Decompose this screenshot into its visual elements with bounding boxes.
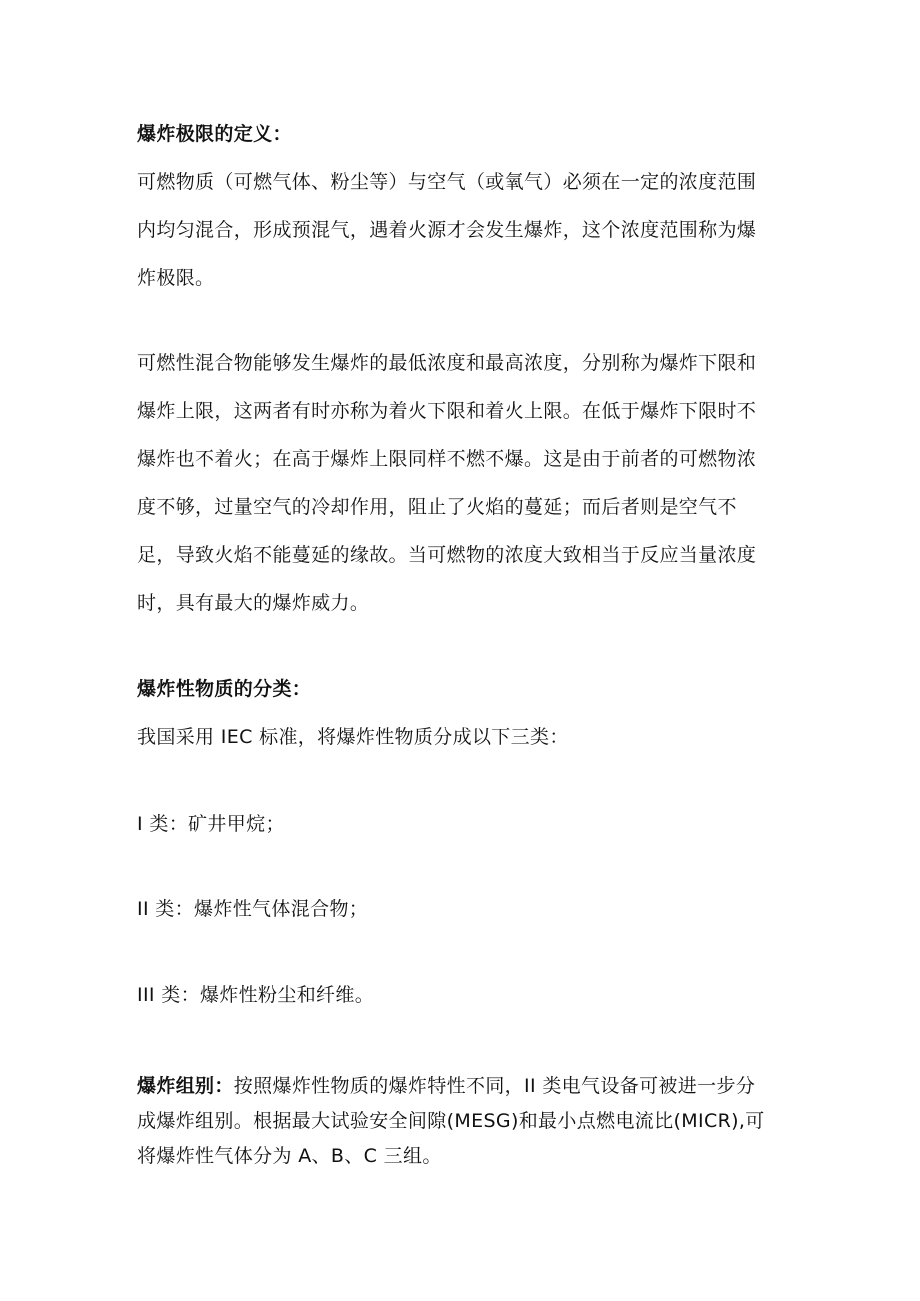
- classification-intro: 我国采用 IEC 标准，将爆炸性物质分成以下三类：: [137, 726, 569, 748]
- paragraph-line: 可燃物质（可燃气体、粉尘等）与空气（或氧气）必须在一定的浓度范围: [137, 171, 757, 193]
- explosion-group-term: 爆炸组别：: [137, 1075, 234, 1097]
- paragraph-line: 足，导致火焰不能蔓延的缘故。当可燃物的浓度大致相当于反应当量浓度: [137, 544, 757, 566]
- class-item: II 类：爆炸性气体混合物；: [137, 898, 369, 920]
- paragraph-line: 可燃性混合物能够发生爆炸的最低浓度和最高浓度，分别称为爆炸下限和: [137, 352, 757, 374]
- paragraph-line: 爆炸也不着火；在高于爆炸上限同样不燃不爆。这是由于前者的可燃物浓: [137, 448, 757, 470]
- class-item: I 类：矿井甲烷；: [137, 813, 285, 835]
- class-item: III 类：爆炸性粉尘和纤维。: [137, 984, 375, 1006]
- explosion-group-line: [137, 1074, 755, 1098]
- explosion-group-text: 按照爆炸性物质的爆炸特性不同，II 类电气设备可被进一步分: [233, 1075, 756, 1097]
- heading-explosive-substance-classification: 爆炸性物质的分类：: [137, 678, 312, 700]
- paragraph-line: 将爆炸性气体分为 A、B、C 三组。: [137, 1145, 442, 1167]
- paragraph-line: 爆炸上限，这两者有时亦称为着火下限和着火上限。在低于爆炸下限时不: [137, 400, 757, 422]
- paragraph-line: 内均匀混合，形成预混气，遇着火源才会发生爆炸，这个浓度范围称为爆: [137, 219, 757, 241]
- paragraph-line: 时，具有最大的爆炸威力。: [137, 592, 370, 614]
- paragraph-line: 度不够，过量空气的冷却作用，阻止了火焰的蔓延；而后者则是空气不: [137, 496, 737, 518]
- paragraph-line: 成爆炸组别。根据最大试验安全间隙(MESG)和最小点燃电流比(MICR),可: [137, 1110, 765, 1132]
- paragraph-line: 炸极限。: [137, 267, 215, 289]
- heading-explosion-limit-definition: 爆炸极限的定义：: [137, 123, 292, 145]
